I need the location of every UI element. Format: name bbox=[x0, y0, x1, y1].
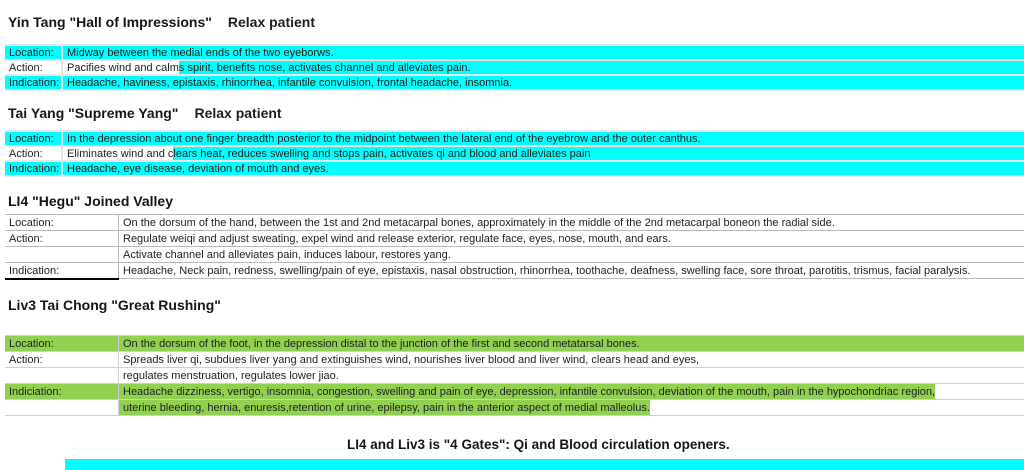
row-label: Indication: bbox=[5, 263, 119, 278]
highlighted-text-segment: Midway between the medial ends of the two eyeborws. bbox=[63, 46, 334, 59]
row-value bbox=[119, 231, 1024, 246]
row-label: Action: bbox=[5, 61, 63, 74]
highlighted-text-segment: Headache, haviness, epistaxis, rhinorrhea, infantile convulsion, frontal headache, insomnia. bbox=[63, 76, 512, 89]
row-value bbox=[63, 147, 1024, 160]
row-label: Action: bbox=[5, 352, 119, 367]
points-table bbox=[5, 130, 1024, 177]
row-value bbox=[63, 132, 1024, 145]
highlighted-text-segment: Headache dizziness, vertigo, insomnia, congestion, swelling and pain of eye, depression, infantile convulsion, deviation of the mouth, pain in the hypochondriac region, bbox=[119, 384, 935, 399]
highlight-fill bbox=[334, 46, 1024, 59]
table-row bbox=[5, 46, 1024, 61]
text-segment: regulates menstruation, regulates lower jiao. bbox=[123, 369, 339, 382]
table-row bbox=[5, 336, 1024, 352]
table-row bbox=[5, 352, 1024, 368]
text-segment: Activate channel and alleviates pain, induces labour, restores yang. bbox=[123, 248, 451, 261]
table-row bbox=[5, 162, 1024, 177]
table-row bbox=[5, 215, 1024, 231]
table-row bbox=[5, 247, 1024, 263]
four-gates-footer-note: LI4 and Liv3 is "4 Gates": Qi and Blood circulation openers. bbox=[347, 437, 730, 452]
row-value bbox=[119, 384, 1024, 399]
section-title: LI4 "Hegu" Joined Valley bbox=[8, 193, 173, 209]
section-title-line bbox=[0, 91, 1024, 122]
section-yin-tang bbox=[0, 0, 1024, 91]
section-subtitle: Relax patient bbox=[194, 105, 282, 121]
row-label bbox=[5, 400, 119, 415]
text-segment: On the dorsum of the hand, between the 1st and 2nd metacarpal bones, approximately in the middle of the 2nd metacarpal boneon the radial side. bbox=[123, 216, 835, 229]
partial-next-table-row bbox=[0, 459, 1024, 470]
section-liv3 bbox=[0, 279, 1024, 416]
row-value bbox=[119, 352, 1024, 367]
row-value bbox=[119, 336, 1024, 351]
row-label: Indication: bbox=[5, 76, 63, 89]
row-label: Indication: bbox=[5, 162, 63, 175]
table-row bbox=[5, 147, 1024, 162]
text-segment: Headache, Neck pain, redness, swelling/pain of eye, epistaxis, nasal obstruction, rhinorrhea, toothache, deafness, swelling face, sore throat, parotitis, trismus, facial paralysis. bbox=[123, 264, 971, 277]
table-row bbox=[5, 61, 1024, 76]
text-segment: Spreads liver qi, subdues liver yang and extinguishes wind, nourishes liver blood and liver wind, clears head and eyes, bbox=[123, 353, 699, 366]
points-table bbox=[5, 44, 1024, 91]
highlight-fill bbox=[329, 162, 1024, 175]
section-title-line bbox=[0, 279, 1024, 314]
row-value bbox=[63, 46, 1024, 59]
text-segment: Pacifies wind and calm bbox=[67, 61, 179, 74]
highlight-fill bbox=[640, 336, 1024, 351]
table-row bbox=[5, 76, 1024, 91]
section-tai-yang bbox=[0, 91, 1024, 177]
table-row bbox=[5, 400, 1024, 416]
section-subtitle: Relax patient bbox=[227, 14, 316, 30]
table-row bbox=[5, 263, 1024, 279]
partial-row-label-gap bbox=[0, 459, 65, 470]
row-value bbox=[119, 215, 1024, 230]
highlight-fill bbox=[701, 132, 1024, 145]
row-value bbox=[119, 400, 1024, 415]
text-segment: Regulate weiqi and adjust sweating, expel wind and release exterior, regulate face, eyes, nose, mouth, and ears. bbox=[123, 232, 671, 245]
row-label: Indiciation: bbox=[5, 384, 119, 399]
section-title: Liv3 Tai Chong "Great Rushing" bbox=[8, 297, 221, 313]
row-value bbox=[119, 368, 1024, 383]
highlighted-text-segment: s spirit, benefits nose, activates channel and alleviates pain. bbox=[178, 61, 471, 74]
row-label bbox=[5, 247, 119, 262]
section-title-line bbox=[0, 0, 1024, 31]
row-label: Location: bbox=[5, 215, 119, 230]
highlight-fill bbox=[471, 61, 1024, 74]
row-value bbox=[119, 263, 1024, 278]
partial-row-highlight-bar bbox=[65, 459, 1024, 470]
row-value bbox=[119, 247, 1024, 262]
highlighted-text-segment: In the depression about one finger breadth posterior to the midpoint between the lateral end of the eyebrow and the outer canthus. bbox=[63, 132, 701, 145]
table-row bbox=[5, 231, 1024, 247]
row-label bbox=[5, 368, 119, 383]
row-label: Location: bbox=[5, 132, 63, 145]
table-row bbox=[5, 368, 1024, 384]
section-title-line bbox=[0, 177, 1024, 210]
section-title: Yin Tang "Hall of Impressions" bbox=[8, 14, 212, 30]
row-label: Action: bbox=[5, 147, 63, 160]
text-segment: Eliminates wind and c bbox=[67, 147, 174, 160]
section-title: Tai Yang "Supreme Yang" bbox=[8, 105, 179, 121]
section-li4 bbox=[0, 177, 1024, 279]
highlight-fill bbox=[512, 76, 1024, 89]
points-table bbox=[5, 214, 1024, 279]
row-value bbox=[63, 76, 1024, 89]
row-label: Location: bbox=[5, 46, 63, 59]
highlighted-text-segment: Headache, eye disease, deviation of mouth and eyes. bbox=[63, 162, 329, 175]
highlighted-text-segment: uterine bleeding, hernia, enuresis,retention of urine, epilepsy, pain in the anterior aspect of medial malleolus. bbox=[119, 400, 650, 415]
row-label: Action: bbox=[5, 231, 119, 246]
highlighted-text-segment: On the dorsum of the foot, in the depression distal to the junction of the first and second metatarsal bones. bbox=[119, 336, 640, 351]
points-table bbox=[5, 335, 1024, 416]
table-row bbox=[5, 384, 1024, 400]
highlighted-text-segment: lears heat, reduces swelling and stops pain, activates qi and blood and alleviates pain bbox=[173, 147, 591, 160]
row-value bbox=[63, 61, 1024, 74]
row-value bbox=[63, 162, 1024, 175]
table-row bbox=[5, 132, 1024, 147]
highlight-fill bbox=[590, 147, 1024, 160]
row-label: Location: bbox=[5, 336, 119, 351]
